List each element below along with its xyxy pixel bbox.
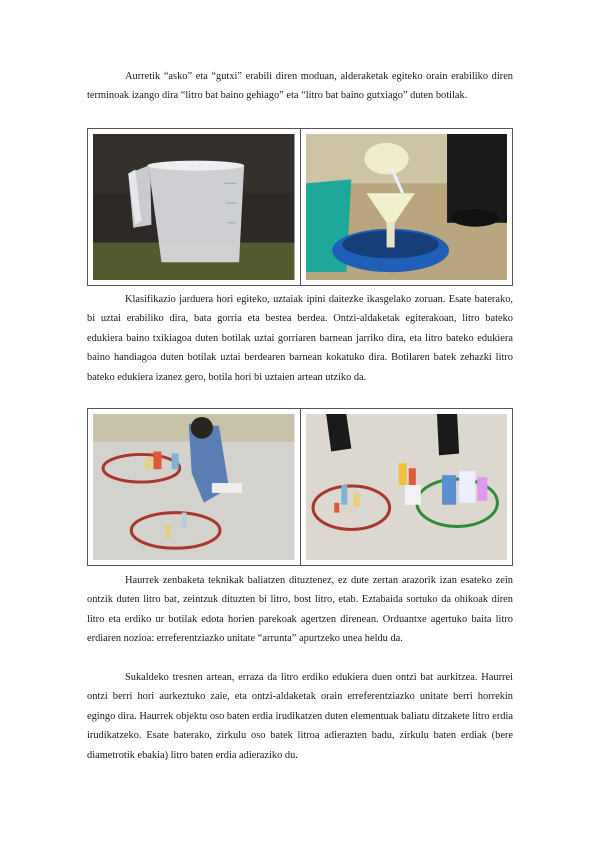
intro-paragraph: Aurretik “asko” eta “gutxi” erabili diren moduan, alderaketak egiteko orain erabiliko diren terminoak izango dira “litro bat baino gehiago” eta “litro bat baino gutxiago” duten botilak. [87,71,513,102]
photo-hoops-with-bottles [300,409,513,565]
photo-table-2 [87,408,513,566]
photo-table-1 [87,128,513,286]
photo-funnel-pouring [300,129,513,285]
photo-child-sorting-hoops [88,409,300,565]
classification-paragraph: Klasifikazio jarduera hori egiteko, uztaiak ipini daitezke ikasgelako zoruan. Esate baterako, bi uztai erabiliko dira, bata gorria eta bestea berdea. Ontzi-aldaketak egiterakoan, litro bateko edukiera baino txikiagoa duten botilak uztai gorriaren barnean jarriko dira, eta litro bateko edukiera baino handiagoa duten botilak uztai berdearen barnean kokatuko dira. Botilaren batek zehazki litro bateko edukiera izanez gero, botila hori bi uztaien artean utziko da. [87,294,513,383]
photo-measuring-jug [88,129,300,285]
kitchen-paragraph: Sukaldeko tresnen artean, erraza da litro erdiko edukiera duen ontzi bat aurkitzea. Haurrei ontzi berri hori aurkeztuko zaie, eta ontzi-aldaketak orain erreferentziazko unitate berri horrekin egingo dira. Haurrek objektu oso baten erdia irudikatzen duten elementuak baliatu ditzakete litro erdia irudikatzeko. Esate baterako, zirkulu oso batek litroa adierazten badu, zirkulu baten erdiak (bere diametrotik ebakia) litro baten erdia adieraziko du. [87,672,513,761]
counting-paragraph: Haurrek zenbaketa teknikak baliatzen dituztenez, ez dute zertan arazorik izan esateko zein ontzik duten litro bat, zeintzuk dituzten bi litro, bost litro, etab. Eztabaida sortuko da ohikoak diren litro eta erdiko ur botilak edota horien parekoak agertzen direnean. Orduantxe agertuko baita litro erdiaren nozioa: erreferentziazko unitate “arrunta” apurtzeko unea heldu da. [87,575,513,645]
